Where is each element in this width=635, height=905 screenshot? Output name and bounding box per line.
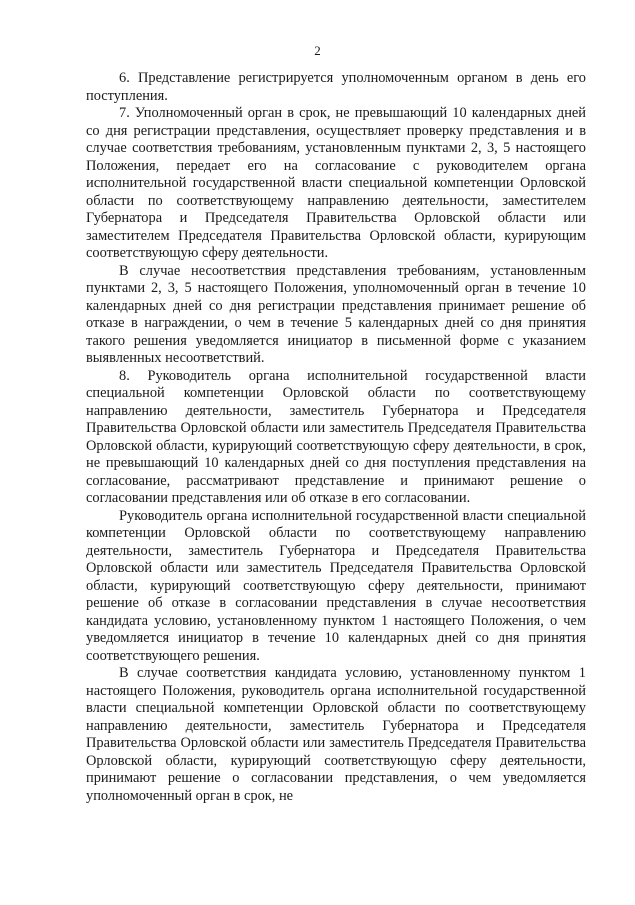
paragraph-6: 6. Представление регистрируется уполномоченным органом в день его поступления.	[86, 70, 586, 104]
document-body	[86, 70, 586, 805]
paragraph-8-approval: В случае соответствия кандидата условию, установленному пунктом 1 настоящего Положения, руководитель органа исполнительной государственной власти специальной компетенции Орловской области по соответствующему направлению деятельности, заместитель Губернатора и Председателя Правительства Орловской области или заместитель Председателя Правительства Орловской области, курирующий соответствующую сферу деятельности, принимают решение о согласовании представления, о чем уведомляется уполномоченный орган в срок, не	[86, 665, 586, 804]
paragraph-8: 8. Руководитель органа исполнительной государственной власти специальной компетенции Орловской области по соответствующему направлению деятельности, заместитель Губернатора и Председателя Правительства Орловской области или заместитель Председателя Правительства Орловской области, курирующий соответствующую сферу деятельности, в срок, не превышающий 10 календарных дней со дня поступления представления на согласование, рассматривают представление и принимают решение о согласовании представления или об отказе в его согласовании.	[86, 367, 586, 506]
paragraph-8-refusal: Руководитель органа исполнительной государственной власти специальной компетенции Орловской области по соответствующему направлению деятельности, заместитель Губернатора и Председателя Правительства Орловской области или заместитель Председателя Правительства Орловской области, курирующий соответствующую сферу деятельности, принимают решение об отказе в согласовании представления в случае несоответствия кандидата условию, установленному пунктом 1 настоящего Положения, о чем уведомляется инициатор в течение 10 календарных дней со дня принятия соответствующего решения.	[86, 507, 586, 664]
page-number: 2	[314, 43, 321, 58]
paragraph-7: 7. Уполномоченный орган в срок, не превышающий 10 календарных дней со дня регистрации представления, осуществляет проверку представления и в случае соответствия требованиям, установленным пунктами 2, 3, 5 настоящего Положения, передает его на согласование с руководителем органа исполнительной государственной власти специальной компетенции Орловской области по соответствующему направлению деятельности, заместителем Губернатора и Председателя Правительства Орловской области или заместителем Председателя Правительства Орловской области, курирующим соответствующую сферу деятельности.	[86, 105, 586, 261]
paragraph-7-refusal: В случае несоответствия представления требованиям, установленным пунктами 2, 3, 5 настоящего Положения, уполномоченный орган в течение 10 календарных дней со дня регистрации представления принимает решение об отказе в награждении, о чем в течение 5 календарных дней со дня принятия такого решения уведомляется инициатор в письменной форме с указанием выявленных несоответствий.	[86, 262, 586, 366]
